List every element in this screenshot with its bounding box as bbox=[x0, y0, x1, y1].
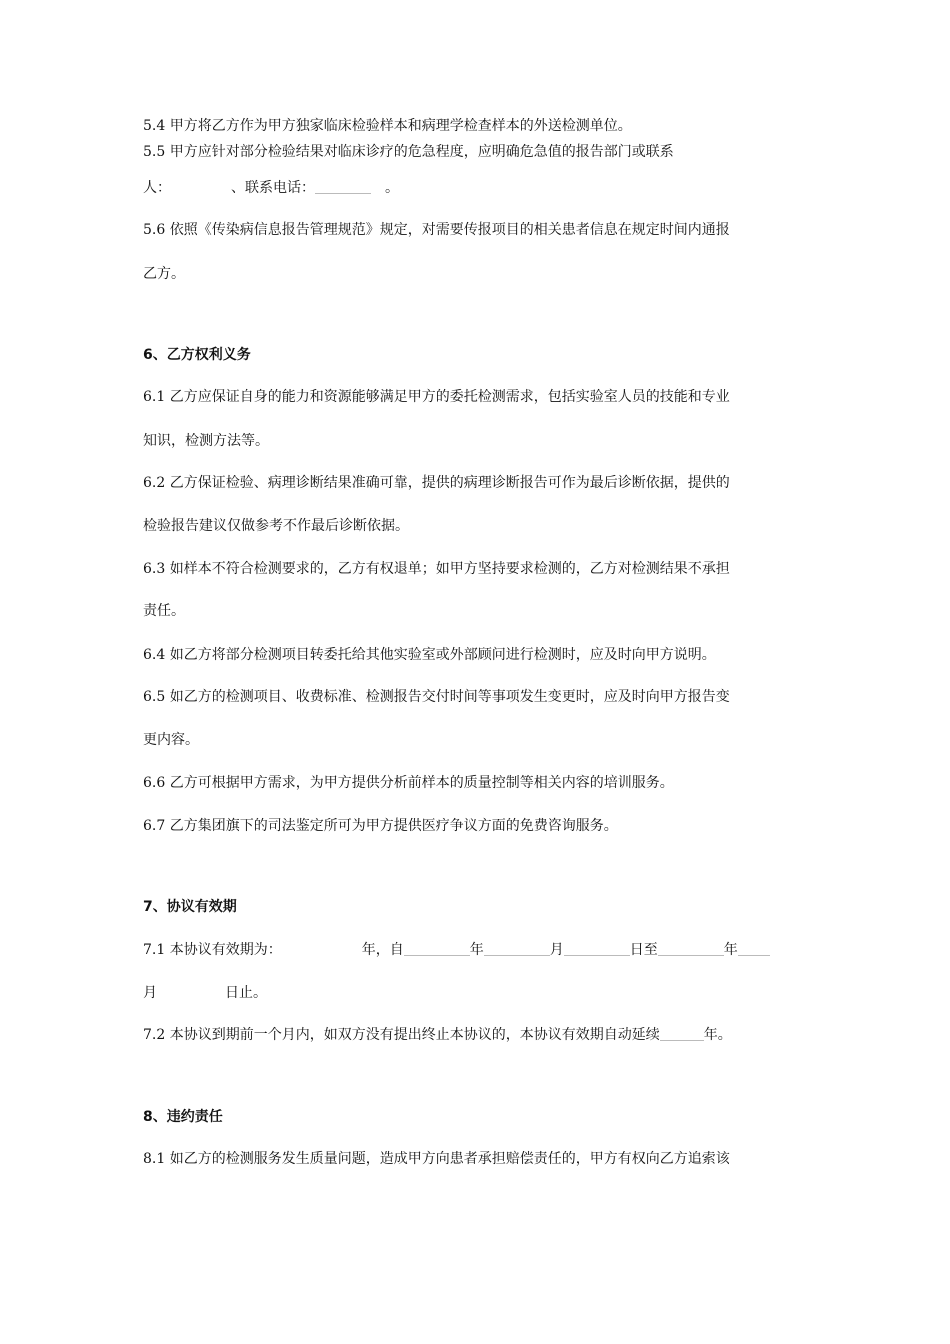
validity-label: 7.1 本协议有效期为： bbox=[143, 942, 282, 958]
month-label: 月 bbox=[549, 942, 564, 958]
clause-5-5-line2 bbox=[143, 178, 399, 198]
renew-years-blank[interactable] bbox=[660, 1026, 704, 1041]
section-heading-7: 7、协议有效期 bbox=[143, 899, 237, 915]
clause-6-1-line2: 知识，检测方法等。 bbox=[143, 433, 269, 449]
clause-5-6-line2: 乙方。 bbox=[143, 266, 185, 282]
year-end-label: 年。 bbox=[703, 1027, 732, 1043]
clause-6-5-line1: 6.5 如乙方的检测项目、收费标准、检测报告交付时间等事项发生变更时，应及时向甲方报告变 bbox=[143, 689, 730, 705]
clause-6-1-line1: 6.1 乙方应保证自身的能力和资源能够满足甲方的委托检测需求，包括实验室人员的技能和专业 bbox=[143, 389, 730, 405]
clause-7-2 bbox=[143, 1025, 732, 1045]
end-year-blank[interactable] bbox=[658, 941, 724, 956]
clause-6-5-line2: 更内容。 bbox=[143, 732, 199, 748]
start-year-blank[interactable] bbox=[404, 941, 470, 956]
contact-person-label: 人： bbox=[143, 180, 171, 196]
clause-6-6: 6.6 乙方可根据甲方需求，为甲方提供分析前样本的质量控制等相关内容的培训服务。 bbox=[143, 775, 674, 791]
day-end-label: 日止。 bbox=[225, 985, 267, 1001]
clause-6-3-line2: 责任。 bbox=[143, 603, 185, 619]
month-label: 月 bbox=[143, 985, 157, 1001]
contact-phone-blank[interactable] bbox=[315, 179, 371, 194]
start-month-blank[interactable] bbox=[484, 941, 550, 956]
auto-renew-text: 7.2 本协议到期前一个月内，如双方没有提出终止本协议的，本协议有效期自动延续 bbox=[143, 1027, 660, 1043]
clause-6-2-line1: 6.2 乙方保证检验、病理诊断结果准确可靠，提供的病理诊断报告可作为最后诊断依据，提供的 bbox=[143, 475, 730, 491]
period-mark: 。 bbox=[385, 180, 399, 196]
clause-5-4: 5.4 甲方将乙方作为甲方独家临床检验样本和病理学检查样本的外送检测单位。 bbox=[143, 118, 632, 134]
clause-7-1-line1 bbox=[143, 940, 770, 960]
clause-6-7: 6.7 乙方集团旗下的司法鉴定所可为甲方提供医疗争议方面的免费咨询服务。 bbox=[143, 818, 618, 834]
start-day-blank[interactable] bbox=[564, 941, 630, 956]
clause-5-5-line1: 5.5 甲方应针对部分检验结果对临床诊疗的危急程度，应明确危急值的报告部门或联系 bbox=[143, 144, 674, 160]
clause-5-6-line1: 5.6 依照《传染病信息报告管理规范》规定，对需要传报项目的相关患者信息在规定时间内通报 bbox=[143, 222, 730, 238]
year-label: 年 bbox=[469, 942, 484, 958]
clause-8-1-line1: 8.1 如乙方的检测服务发生质量问题，造成甲方向患者承担赔偿责任的，甲方有权向乙方追索该 bbox=[143, 1151, 730, 1167]
clause-7-1-line2 bbox=[143, 983, 267, 1003]
section-heading-6: 6、乙方权利义务 bbox=[143, 347, 251, 363]
end-month-blank[interactable] bbox=[738, 941, 770, 956]
day-to-label: 日至 bbox=[629, 942, 658, 958]
section-heading-8: 8、违约责任 bbox=[143, 1109, 223, 1125]
contact-phone-label: 、联系电话： bbox=[231, 180, 315, 196]
year-label: 年 bbox=[723, 942, 738, 958]
clause-6-2-line2: 检验报告建议仅做参考不作最后诊断依据。 bbox=[143, 518, 409, 534]
year-from-label: 年，自 bbox=[361, 942, 404, 958]
clause-6-3-line1: 6.3 如样本不符合检测要求的，乙方有权退单；如甲方坚持要求检测的，乙方对检测结果不承担 bbox=[143, 561, 730, 577]
clause-6-4: 6.4 如乙方将部分检测项目转委托给其他实验室或外部顾问进行检测时，应及时向甲方说明。 bbox=[143, 647, 716, 663]
